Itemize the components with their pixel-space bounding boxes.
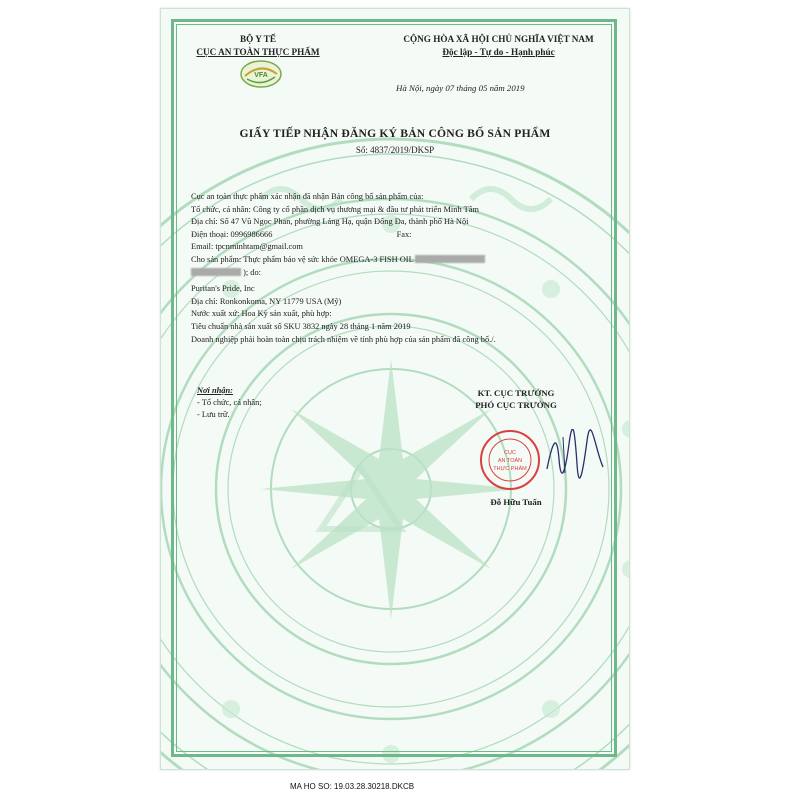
- svg-text:THỰC PHẨM: THỰC PHẨM: [493, 466, 527, 472]
- product-line-cont: [191, 267, 611, 280]
- ministry-name: BỘ Y TẾ: [240, 34, 276, 44]
- product-cont-text: ); do:: [243, 267, 262, 277]
- redacted-block: [415, 255, 485, 263]
- document-title: GIẤY TIẾP NHẬN ĐĂNG KÝ BẢN CÔNG BỐ SẢN PHẨM: [239, 127, 551, 140]
- fax-text: Fax:: [396, 229, 412, 239]
- origin-line: Nước xuất xứ: Hoa Kỳ sản xuất, phù hợp:: [191, 309, 332, 319]
- signer-role: KT. CỤC TRƯỞNG: [477, 388, 555, 398]
- redacted-block: [191, 268, 241, 276]
- recipients-block: [197, 385, 262, 421]
- agency-name: CỤC AN TOÀN THỰC PHẨM: [196, 47, 320, 57]
- svg-text:CỤC: CỤC: [504, 450, 516, 456]
- manufacturer-line: Puritan's Pride, Inc: [191, 284, 255, 294]
- recipient-item: - Tổ chức, cá nhân;: [197, 398, 262, 407]
- issuer-header: [183, 33, 333, 59]
- document-body: [191, 191, 611, 346]
- svg-text:AN TOÀN: AN TOÀN: [497, 458, 523, 464]
- signature-title-block: [431, 387, 601, 411]
- issue-date: Hà Nội, ngày 07 tháng 05 năm 2019: [396, 83, 525, 93]
- national-motto: Độc lập - Tự do - Hạnh phúc: [442, 47, 555, 57]
- product-text: Cho sản phẩm: Thực phẩm bảo vệ sức khỏe OMEGA-3 FISH OIL: [191, 254, 414, 264]
- phone-fax-line: [191, 229, 611, 242]
- email-line: Email: tpcnminhtam@gmail.com: [191, 242, 303, 252]
- logo-text: VFA: [254, 72, 268, 79]
- dossier-code: MA HO SO: 19.03.28.30218.DKCB: [290, 782, 415, 791]
- phone-text: Điện thoại: 0996986666: [191, 229, 273, 239]
- product-line: [191, 254, 611, 267]
- certificate-document: [160, 8, 630, 770]
- signer-name: Đỗ Hữu Tuấn: [490, 497, 542, 507]
- handwritten-signature: [543, 429, 607, 479]
- intro-line: Cục an toàn thực phẩm xác nhận đã nhận Bản công bố sản phẩm của:: [191, 192, 424, 201]
- recipient-item: - Lưu trữ.: [197, 410, 230, 419]
- document-number: Số: 4837/2019/DKSP: [355, 145, 435, 155]
- signer-role-deputy: PHÓ CỤC TRƯỞNG: [475, 400, 557, 410]
- address-line: Địa chỉ: Số 47 Vũ Ngọc Phan, phường Láng Hạ, quận Đống Đa, thành phố Hà Nội: [191, 217, 469, 227]
- responsibility-line: Doanh nghiệp phải hoàn toàn chịu trách nhiệm về tính phù hợp của sản phẩm đã công bố./.: [191, 334, 496, 344]
- manufacturer-address-line: Địa chỉ: Ronkonkoma, NY 11779 USA (Mỹ): [191, 296, 342, 306]
- official-seal: [479, 429, 541, 491]
- recipients-title: Nơi nhận:: [197, 386, 233, 395]
- standard-line: Tiêu chuẩn nhà sản xuất số SKU 3832 ngày 28 tháng 1 năm 2019: [191, 321, 411, 331]
- republic-name: CỘNG HÒA XÃ HỘI CHỦ NGHĨA VIỆT NAM: [403, 34, 594, 44]
- vfa-logo: [239, 59, 283, 89]
- organization-line: Tổ chức, cá nhân: Công ty cổ phần dịch vụ thương mại & đầu tư phát triển Minh Tâm: [191, 204, 479, 214]
- republic-header: [376, 33, 621, 59]
